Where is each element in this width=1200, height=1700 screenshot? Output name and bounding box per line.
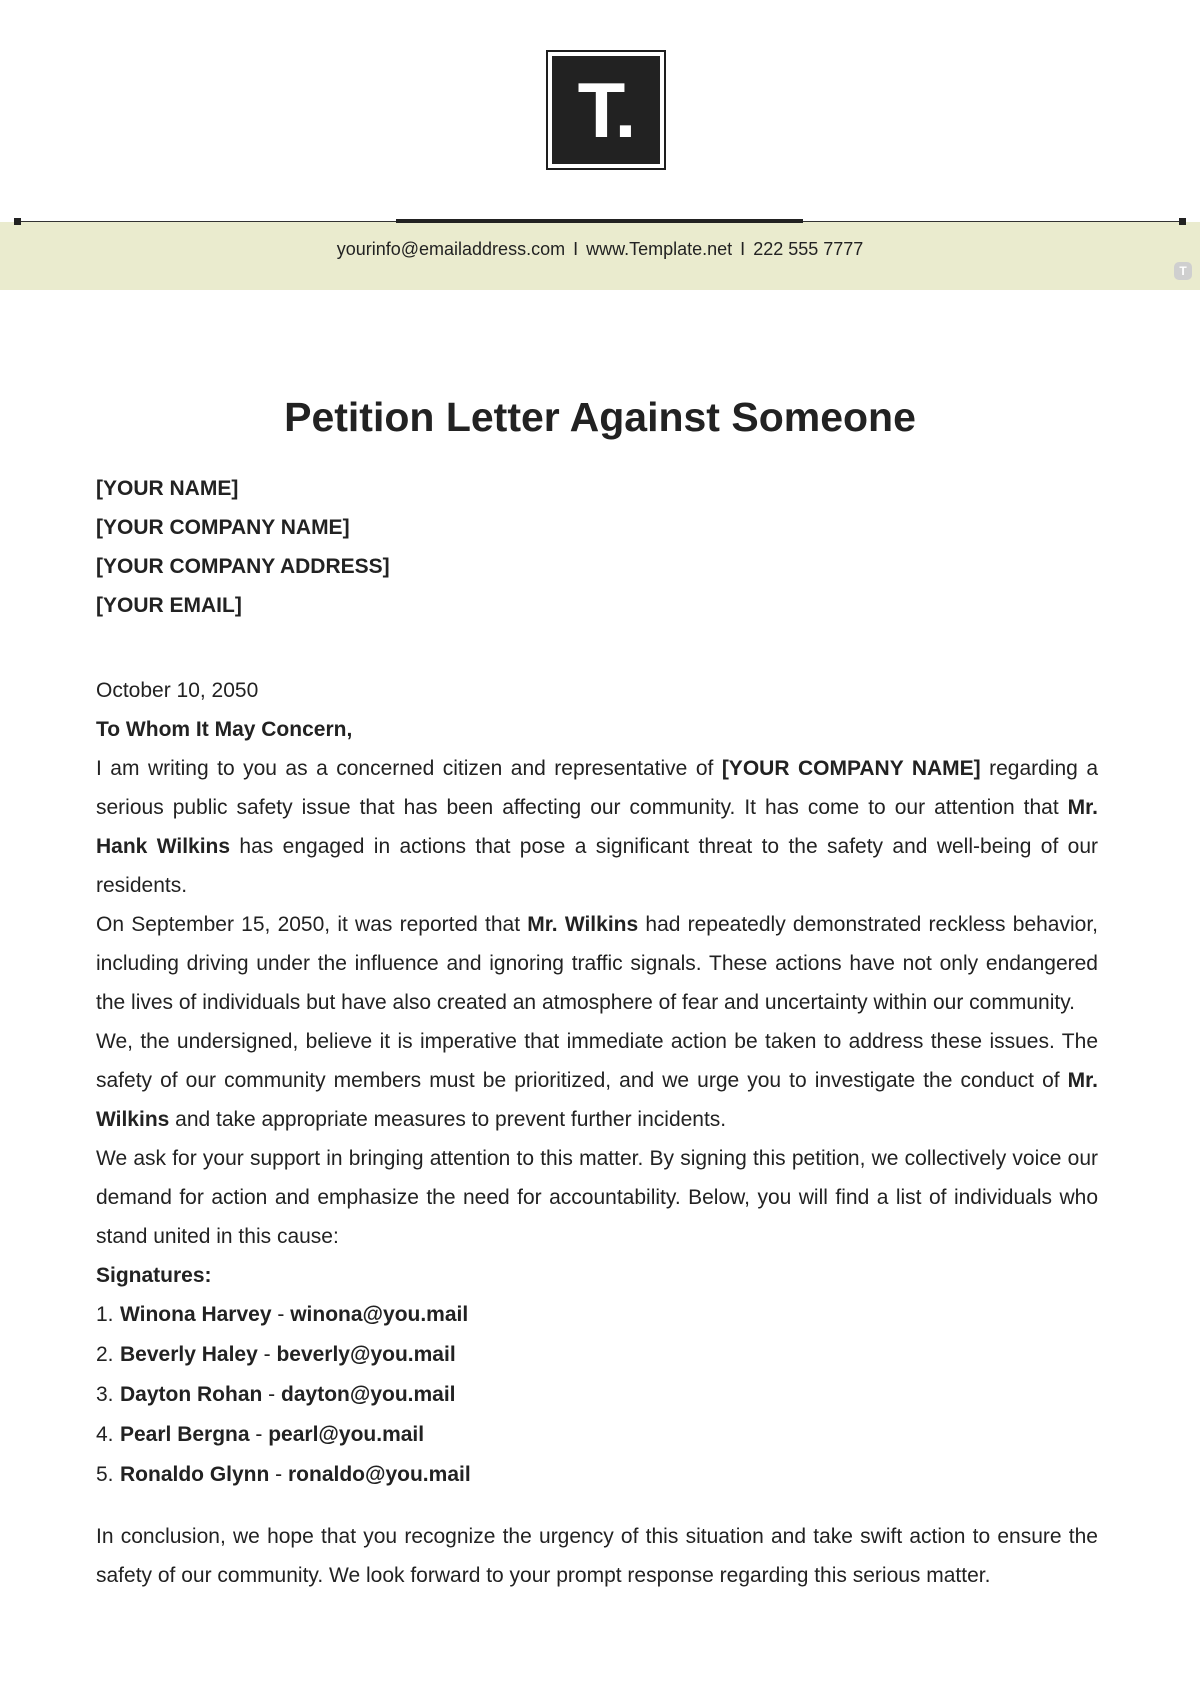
- signature-item: 4. Pearl Bergna - pearl@you.mail: [96, 1423, 425, 1446]
- document-title: Petition Letter Against Someone: [284, 394, 916, 440]
- signatures-heading: Signatures:: [96, 1264, 212, 1287]
- signature-item: 2. Beverly Haley - beverly@you.mail: [96, 1343, 456, 1366]
- letter-body: [96, 671, 1098, 1595]
- company-logo: [546, 50, 666, 170]
- sender-email: [YOUR EMAIL]: [96, 594, 242, 617]
- contact-separator: I: [573, 239, 579, 259]
- contact-info: [0, 239, 1200, 260]
- signature-list: [96, 1295, 1098, 1495]
- divider-end-left: [14, 218, 21, 225]
- signature-item: 5. Ronaldo Glynn - ronaldo@you.mail: [96, 1463, 471, 1486]
- salutation: To Whom It May Concern,: [96, 718, 353, 741]
- contact-website: www.Template.net: [586, 239, 733, 259]
- contact-separator: I: [740, 239, 746, 259]
- contact-phone: 222 555 7777: [753, 239, 864, 259]
- paragraph-3: We, the undersigned, believe it is imperative that immediate action be taken to address these issues. The safety of our community members must be prioritized, and we urge you to investigate the conduct of Mr. Wilkins and take appropriate measures to prevent further incidents.: [96, 1030, 1098, 1131]
- signature-item: 3. Dayton Rohan - dayton@you.mail: [96, 1383, 456, 1406]
- divider-end-right: [1179, 218, 1186, 225]
- conclusion-paragraph: In conclusion, we hope that you recognize the urgency of this situation and take swift action to ensure the safety of our community. We look forward to your prompt response regarding this serious matter.: [96, 1525, 1098, 1587]
- signature-item: 1. Winona Harvey - winona@you.mail: [96, 1303, 469, 1326]
- sender-block: [96, 469, 390, 625]
- sender-address: [YOUR COMPANY ADDRESS]: [96, 555, 390, 578]
- paragraph-1: I am writing to you as a concerned citizen and representative of [YOUR COMPANY NAME] regarding a serious public safety issue that has been affecting our community. It has come to our attention that Mr. Hank Wilkins has engaged in actions that pose a significant threat to the safety and well-being of our residents.: [96, 757, 1099, 897]
- header-divider-accent: [396, 219, 803, 223]
- sender-name: [YOUR NAME]: [96, 477, 239, 500]
- contact-email: yourinfo@emailaddress.com: [336, 239, 566, 259]
- paragraph-2: On September 15, 2050, it was reported that Mr. Wilkins had repeatedly demonstrated reckless behavior, including driving under the influence and ignoring traffic signals. These actions have not only endangered the lives of individuals but have also created an atmosphere of fear and uncertainty within our community.: [96, 913, 1098, 1014]
- letter-date: October 10, 2050: [96, 679, 259, 702]
- logo-letter: T.: [552, 56, 660, 164]
- template-badge-icon: T: [1174, 262, 1192, 280]
- paragraph-4: We ask for your support in bringing attention to this matter. By signing this petition, we collectively voice our demand for action and emphasize the need for accountability. Below, you will find a list of individuals who stand united in this cause:: [96, 1147, 1098, 1248]
- sender-company: [YOUR COMPANY NAME]: [96, 516, 350, 539]
